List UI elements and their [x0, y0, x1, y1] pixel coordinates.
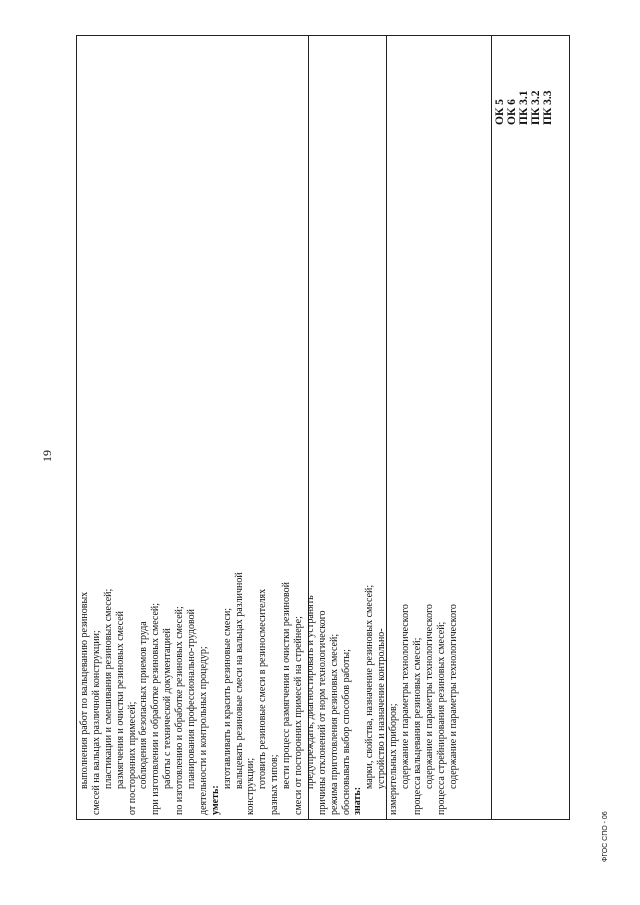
- competency-code: ПК 3.1: [518, 90, 530, 125]
- description-line: выполнения работ по вальцеванию резиновых: [79, 591, 90, 789]
- description-line: обосновывать выбор способов работы;: [340, 649, 352, 815]
- description-line: смесей на вальцах различной конструкции;: [90, 630, 102, 815]
- description-line: размягчения и очистки резиновых смесей: [114, 611, 126, 789]
- description-line: деятельности и контрольных процедур;: [197, 646, 209, 815]
- description-line: содержание и параметры технологического: [400, 604, 412, 789]
- competency-code: ПК 3.2: [530, 90, 542, 125]
- description-line: процесса вальцевания резиновых смесей;: [411, 637, 423, 815]
- description-line: по изготовлению и обработке резиновых смесей;: [174, 606, 186, 815]
- competency-code: ОК 6: [506, 99, 518, 125]
- description-line: уметь:: [209, 785, 221, 815]
- description-line: изготавливать и красить резиновые смеси;: [221, 607, 233, 789]
- description-line: устройство и назначение контрольно-: [376, 628, 388, 789]
- description-line: причины отклонений от норм технологического: [316, 610, 328, 815]
- description-line: вальцевать резиновые смеси на вальцах различной: [233, 572, 245, 789]
- competency-table: [76, 35, 570, 820]
- table-border-top: [76, 35, 570, 36]
- description-line: вести процесс размягчения и очистки резиновой: [281, 581, 293, 789]
- competency-code: ПК 3.3: [542, 90, 554, 125]
- description-cell: [79, 572, 460, 815]
- competency-code: ОК 5: [494, 99, 506, 125]
- description-line: при изготовлении и обработке резиновых смесей;: [150, 602, 162, 815]
- table-divider-3: [491, 35, 492, 820]
- description-line: измерительных приборов;: [388, 703, 400, 815]
- description-line: смеси от посторонних примесей на стрейнере;: [293, 616, 305, 815]
- description-line: знать:: [352, 786, 364, 815]
- table-border-left: [76, 35, 77, 820]
- description-line: марки, свойства, назначение резиновых смесей;: [364, 584, 376, 789]
- description-line: процесса стрейнирования резиновых смесей;: [435, 621, 447, 815]
- document-footer: ФГОС СПО - 06: [602, 811, 609, 862]
- description-line: работы с технической документацией: [162, 628, 174, 789]
- description-line: соблюдения безопасных приемов труда: [138, 621, 150, 789]
- description-line: конструкции;: [245, 757, 257, 815]
- description-line: пластикации и смешивания резиновых смесей;: [102, 588, 114, 789]
- description-line: содержание и параметры технологического: [447, 604, 459, 789]
- description-line: предупреждать, диагностировать и устранять: [304, 595, 316, 789]
- description-line: планирования профессионально-трудовой: [186, 609, 198, 789]
- page-number: 19: [40, 450, 54, 462]
- description-line: разных типов;: [269, 754, 281, 815]
- table-border-right: [569, 35, 570, 820]
- table-border-bottom: [76, 819, 570, 820]
- description-line: содержание и параметры технологического: [423, 604, 435, 789]
- competency-codes-cell: [494, 90, 554, 125]
- description-line: режима приготовления резиновых смесей;: [328, 633, 340, 815]
- description-line: готовить резиновые смеси в резиносмесителях: [257, 588, 269, 789]
- description-line: от посторонних примесей;: [126, 701, 138, 815]
